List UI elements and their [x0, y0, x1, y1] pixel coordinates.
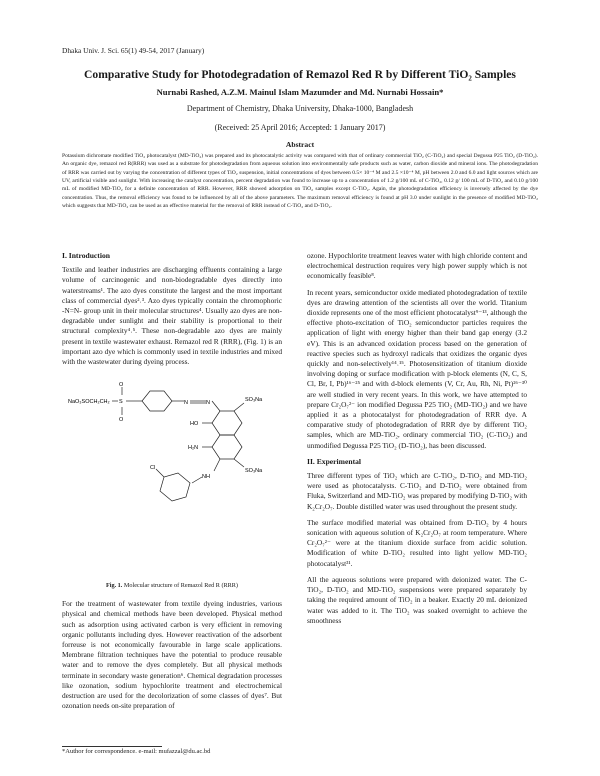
journal-citation: Dhaka Univ. J. Sci. 65(1) 49-54, 2017 (January) — [62, 46, 205, 55]
so3na-bottom-label: SO₃Na — [245, 468, 263, 475]
bond — [192, 477, 202, 483]
experimental-paragraph-2: The surface modified material was obtained from D-TiO₂ by 4 hours sonication with aqueous solution of K₂Cr₂O₇ at room temperature. Where Cr₂O₇²⁻ were at the titanium dioxide surface from acidic solution. Modification of white D-TiO₂ resulted into light yellow MD-TiO₂ photocatalyst³¹. — [307, 517, 527, 568]
correspondence-footnote: *Author for correspondence. e-mail: mufazzal@du.ac.bd — [62, 748, 211, 755]
experimental-paragraph-3: All the aqueous solutions were prepared with deionized water. The C-TiO₂, D-TiO₂ and MD-TiO₂ suspensions were prepared separately by taking the required amount of TiO₂ in a beaker. Exactly 20 mL deionized water was added to it. The TiO₂ was soaked overnight to achieve the smoothness — [307, 574, 527, 625]
received-accepted-dates: (Received: 25 April 2016; Accepted: 1 January 2017) — [214, 123, 386, 132]
figure-1-caption-label: Fig. 1. — [106, 582, 123, 590]
intro-paragraph-4: In recent years, semiconductor oxide mediated photodegradation of textile dyes are drawing attention of the scientists all over the world. Titanium dioxide represents one of the most efficient photocatalyst⁹⁻¹³, although the effective photo-excitation of TiO₂ semiconductor particles requires the application of light with energy higher than their band gap energy (3.2 eV). This is an advanced oxidation process based on the generation of reactive species such as hydroxyl radicals that oxidizes the organic dyes quickly and non-selectively¹⁴˒¹⁵. Photosensitization of titanium dioxide involving doping or surface modification with p-block elements (N, C, S, Cl, Br, I, Pb)¹⁶⁻²⁵ and with d-block elements (V, Cr, Au, Rh, Ni, Pt)²⁶⁻³⁰ are well studied in very recent years. In this work, we have attempted to prepare Cr₂O₇²⁻ ion modified Degussa P25 TiO₂ (MD-TiO₂) and we have applied it as a photocatalyst for photodegradation of RRR dye. A comparative study of photodegradation of RRR dye by different TiO₂ samples, which are MD-TiO₂, ordinary commercial TiO₂ (C-TiO₂) and unmodified Degussa P25 TiO₂ (D-TiO₂), has been discussed. — [307, 287, 527, 450]
azo-n-label-1: N — [184, 400, 188, 407]
azo-n-label-2: N — [206, 400, 210, 407]
affiliation: Department of Chemistry, Dhaka University, Dhaka-1000, Bangladesh — [186, 104, 414, 113]
bond — [212, 401, 220, 411]
naphthalene-ring-lower — [212, 435, 242, 459]
experimental-paragraph-1: Three different types of TiO₂ which are C-TiO₂, D-TiO₂ and MD-TiO₂ were used as photocatalysts. C-TiO₂ and D-TiO₂ were obtained from Fluka, Switzerland and MD-TiO₂ was prepared by modifying D-TiO₂ with K₂Cr₂O₇. Double distilled water was used throughout the present study. — [307, 471, 527, 511]
amine-label: H₂N — [188, 445, 199, 452]
hydroxyl-label: HO — [190, 421, 199, 428]
figure-1-caption — [62, 581, 282, 591]
bond — [234, 403, 244, 411]
intro-paragraph-1: Textile and leather industries are discharging effluents containing a large volume of carcinogenic and non-biodegradable dyes directly into waterstreams¹. The azo dyes constitute the largest and the most important class of commercial dyes²˒³. Azo dyes typically contain the chromophoric -N=N- group unit in their molecular structures⁴. Usually azo dyes are non-degradable under sunlight and their stability is proportional to their structural complexity⁴˒⁵. These non-degradable azo dyes are mainly present in textile wastewater exhaust. Remazol red R (RRR), (Fig. 1) is an important azo dye which is commonly used in textile industries and mixed with the wastewater during dyeing process. — [62, 265, 282, 367]
benzene-ring — [142, 391, 172, 411]
intro-paragraph-2: For the treatment of wastewater from textile dyeing industries, various physical and chemical methods have been developed. Physical method such as adsorption using activated carbon is very efficient in removing organic pollutants including dyes. However reactivation of the adsorbent forreuse is not economically favourable in large scale applications. Membrane filtration techniques have the potential to produce reusable water and to remove the dyes completely. But all physical methods terminate in secondary waste generation⁶. Chemical degradation processes like ozonation, sodium hypochlorite treatment and electrochemical destruction are used for the decolorization of some classes of dyes⁷. But ozonation needs on-site preparation of — [62, 599, 282, 711]
bond — [156, 469, 164, 477]
abstract-text: Potassium dichromate modified TiO₂ photocatalyst (MD-TiO₂) was prepared and its photocatalytic activity was compared with that of ordinary commercial TiO₂ (C-TiO₂) and special Degussa P25 TiO₂ (D-TiO₂). An organic dye, remazol red R(RRR) was used as a substrate for photodegradation from aqueous solution into environmentally safe products such as water, carbon dioxide and mineral ions. The photodegradation of RRR was carried out by varying the concentration of different types of TiO₂ suspension, initial concentrations of dyes between 0.5× 10⁻⁴ M and 2.5 ×10⁻⁴ M, pH between 2.0 and 6.0 and light sources which are UV, artificial visible and sunlight. With increasing the catalyst concentration, percent degradation was found to increase up to a concentration of 1.2 g/100 mL of C-TiO₂, 0.12 g/ 100 mL of D-TiO₂ and 0.10 g/100 mL of modified MD-TiO₂ for a definite concentration of RRR. However, RRR showed adsorption on TiO₂ samples except C-TiO₂. Again, the photodegradation efficiency is inversely affected by the dye concentration. Thus, the removal efficiency was found to be influenced by all of the above parameters. The maximum removal efficiency is found at pH 3.0 under sunlight in the presence of modified MD-TiO₂ which suggests that MD-TiO₂ can be used as an effective material for the removal of RRR instead of C-TiO₂ and D-TiO₂. — [62, 153, 538, 210]
right-column — [307, 251, 527, 632]
chloro-label: Cl — [150, 465, 156, 472]
figure-1 — [62, 373, 282, 595]
oxygen-atom-label-bottom: O — [119, 417, 124, 424]
bond — [234, 459, 244, 467]
intro-paragraph-3: ozone. Hypochlorite treatment leaves water with high chloride content and electrochemical destruction requires very high power supply which is not economically feasible⁸. — [307, 251, 527, 281]
oxygen-atom-label-top: O — [119, 382, 124, 389]
introduction-heading: I. Introduction — [62, 251, 110, 260]
paper-title: Comparative Study for Photodegradation of Remazol Red R by Different TiO₂ Samples — [84, 68, 516, 81]
sulfonyl-group-label: NaO₃SOCH₂CH₂ — [68, 399, 110, 406]
abstract-heading: Abstract — [285, 140, 315, 149]
author-list: Nurnabi Rashed, A.Z.M. Mainul Islam Mazumder and Md. Nurnabi Hossain* — [156, 87, 444, 97]
bond — [214, 459, 220, 471]
rrr-molecular-structure — [62, 373, 282, 578]
so3na-top-label: SO₃Na — [245, 397, 263, 404]
figure-1-caption-text: Molecular structure of Remazol Red R (RRR) — [123, 582, 238, 590]
nh-label: NH — [202, 474, 210, 481]
experimental-heading: II. Experimental — [307, 456, 361, 466]
triazine-ring — [160, 473, 190, 501]
left-column — [62, 251, 282, 717]
footnote-divider — [62, 746, 162, 747]
sulfur-atom-label: S — [119, 399, 123, 406]
naphthalene-ring-upper — [212, 411, 242, 435]
